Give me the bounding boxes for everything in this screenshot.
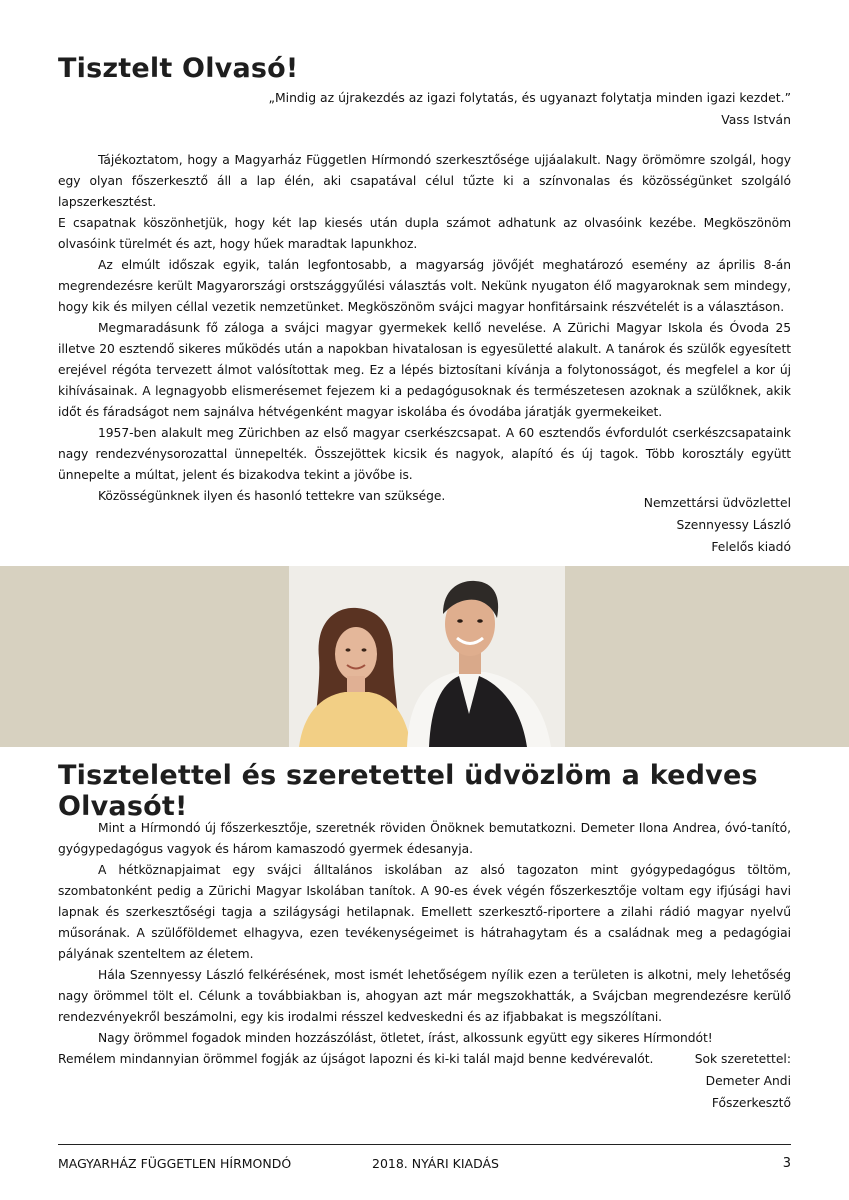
signature-greeting: Nemzettársi üdvözlettel	[643, 496, 791, 510]
footer-divider	[58, 1144, 791, 1145]
signature-role: Főszerkesztő	[711, 1096, 791, 1110]
epigraph-text: „Mindig az újrakezdés az igazi folytatás, és ugyanazt folytatja minden igazi kezdet.”	[268, 90, 791, 105]
paragraph: Közösségünknek ilyen és hasonló tettekre van szüksége.	[98, 489, 446, 503]
signature-block	[644, 492, 791, 558]
article-body	[58, 150, 791, 507]
article-title: Tisztelt Olvasó!	[58, 53, 299, 84]
article-body	[58, 818, 791, 1070]
signature-role: Felelős kiadó	[711, 540, 791, 554]
paragraph: A hétköznapjaimat egy svájci álltalános iskolában az alsó tagozaton mint gyógypedagógus töltöm, szombatonként pedig a Zürichi Magyar Iskolában tanítok. A 90-es évek végén főszerkesztője voltam egy ifjúsági havi lapnak és szerkesztőségi tagja a szilágysági hetilapnak. Emellett szerkesztő-riportere a zilahi rádió magyar nyelvű műsorának. A szülőföldemet elhagyva, ezen tevékenységeimet is hátrahagytam és a családnak meg a pedagógiai pályának szenteltem az életem.	[58, 863, 791, 961]
editors-photo	[289, 566, 565, 747]
footer-publication: MAGYARHÁZ FÜGGETLEN HÍRMONDÓ	[58, 1156, 292, 1171]
article-title: Tisztelettel és szeretettel üdvözlöm a kedves Olvasót!	[58, 760, 758, 822]
portrait-illustration	[289, 566, 565, 747]
epigraph-author: Vass István	[721, 112, 791, 127]
paragraph: Mint a Hírmondó új főszerkesztője, szeretnék röviden Önöknek bemutatkozni. Demeter Ilona Andrea, óvó-tanító, gyógypedagógus vagyok és három kamaszodó gyermek édesanyja.	[58, 821, 791, 856]
paragraph: E csapatnak köszönhetjük, hogy két lap kiesés után dupla számot adhatunk az olvasóink kezébe. Megköszönöm olvasóink türelmét és azt, hogy hűek maradtak lapunkhoz.	[58, 216, 791, 251]
signature-name: Demeter Andi	[705, 1074, 791, 1088]
paragraph: Az elmúlt időszak egyik, talán legfontosabb, a magyarság jövőjét meghatározó esemény az április 8-án megrendezésre került Magyarországi orstszággyűlési választás volt. Nekünk nyugaton élő magyaroknak sem mindegy, hogy kik és milyen céllal vezetik nemzetünket. Megköszönöm svájci magyar honfitársaink részvételét is a választáson.	[58, 258, 791, 314]
epigraph	[269, 87, 791, 131]
paragraph: Tájékoztatom, hogy a Magyarház Független Hírmondó szerkesztősége ujjáalakult. Nagy örömömre szolgál, hogy egy olyan főszerkesztő áll a lap élén, aki csapatával célul tűzte ki a színvonalas és közösségünket szolgáló lapszerkesztést.	[58, 153, 791, 209]
signature-name: Szennyessy László	[676, 518, 791, 532]
paragraph: Remélem mindannyian örömmel fogják az újságot lapozni és ki-ki talál majd benne kedvérevalót.	[58, 1052, 654, 1066]
paragraph: Hála Szennyessy László felkérésének, most ismét lehetőségem nyílik ezen a területen is alkotni, mely lehetőség nagy örömmel tölt el. Célunk a továbbiakban is, ahogyan azt már megszokhatták, a Svájcban megrendezésre kerülő rendezvényekről beszámolni, egy kis irodalmi résszel kedveskedni és az ifjabbakat is megszólítani.	[58, 968, 791, 1024]
page-number: 3	[782, 1156, 791, 1171]
photo-band	[0, 566, 849, 747]
paragraph: Nagy örömmel fogadok minden hozzászólást, ötletet, írást, alkossunk együtt egy sikeres Hírmondót!	[98, 1031, 713, 1045]
paragraph: Megmaradásunk fő záloga a svájci magyar gyermekek kellő nevelése. A Zürichi Magyar Iskola és Óvoda 25 illetve 20 esztendő sikeres működés után a napokban hivatalosan is egyesületté alakult. A tanárok és szülők egyesített erejével régóta tervezett álmot valósítottak meg. Ez a lépés biztosítani kívánja a folytonosságot, és megfelel a kor új kihívásainak. A legnagyobb elismerésemet fejezem ki a pedagógusoknak és természetesen azoknak a szülőknek, akik időt és fáradságot nem sajnálva hétvégenként magyar iskolába és óvodába járatják gyermekeiket.	[58, 321, 791, 419]
footer-edition: 2018. NYÁRI KIADÁS	[372, 1156, 499, 1171]
signature-block	[695, 1048, 791, 1114]
paragraph: 1957-ben alakult meg Zürichben az első magyar cserkészcsapat. A 60 esztendős évfordulót cserkészcsapataink nagy rendezvénysorozattal ünnepelték. Összejöttek kicsik és nagyok, alapító és új tagok. Több korosztály együtt ünnepelte a múltat, jelent és bizakodva tekint a jövőbe is.	[58, 426, 791, 482]
signature-greeting: Sok szeretettel:	[694, 1052, 791, 1066]
